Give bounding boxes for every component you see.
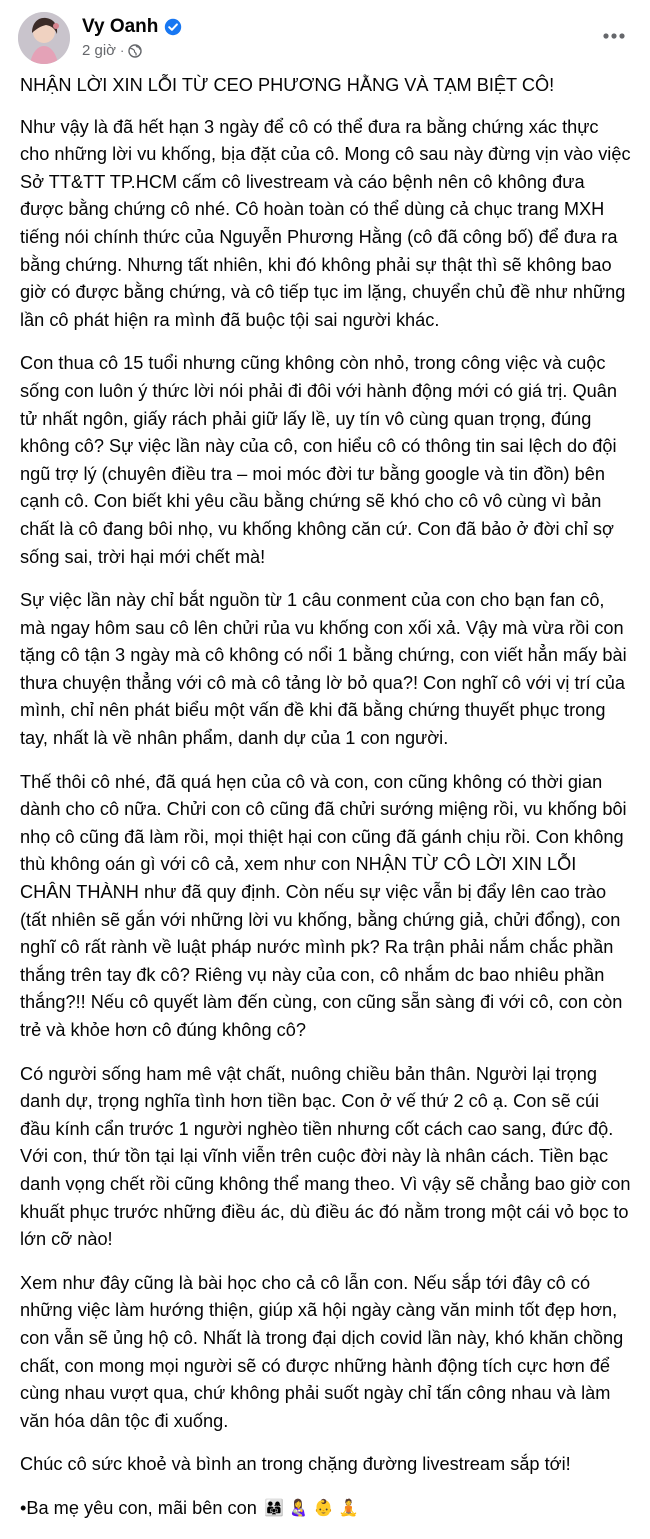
verified-badge-icon [164,18,182,36]
mother-baby-emoji: 👩‍🍼 [288,1500,309,1518]
more-options-icon [602,32,626,40]
person-emoji: 🧘 [338,1500,359,1518]
post-timestamp[interactable]: 2 giờ [82,42,117,59]
meta-separator: · [120,43,125,58]
post-meta [82,42,142,60]
closing-line: •Ba mẹ yêu con, mãi bên con [20,1497,257,1518]
more-options-button[interactable] [598,20,630,52]
post-header [18,12,632,66]
author-name[interactable]: Vy Oanh [82,16,159,37]
post-paragraph-5: Có người sống ham mê vật chất, nuông chiều bản thân. Người lại trọng danh dự, trọng nghĩa tình hơn tiền bạc. Con ở vế thứ 2 cô ạ. Con sẽ cúi đầu kính cẩn trước 1 người nghèo tiền nhưng cốt cách cao sang, đức độ. Với con, thứ tồn tại lại vĩnh viễn trên cuộc đời này là nhân cách. Tiền bạc danh vọng chết rồi cũng không thể mang theo. Vì vậy sẽ chẳng bao giờ con khuất phục trước những điều ác, dù điều ác đó nằm trong một cái vỏ bọc to lớn cỡ nào! [20,1063,631,1250]
avatar-image [18,12,70,64]
post-paragraph-7: Chúc cô sức khoẻ và bình an trong chặng đường livestream sắp tới! [20,1454,571,1475]
family-emoji: 👨‍👩‍👧 [263,1500,284,1518]
globe-icon[interactable] [128,44,142,58]
post-paragraph-3: Sự việc lần này chỉ bắt nguồn từ 1 câu conment của con cho bạn fan cô, mà ngay hôm sau cô lên chửi rủa vu khống con xối xả. Vậy mà vừa rồi con tặng cô tận 3 ngày mà cô không có nổi 1 bằng chứng, con viết hẳn mấy bài thưa chuyện thẳng với cô mà cô tảng lờ bỏ qua?! Con nghĩ cô với vị trí của mình, chỉ nên phát biểu một vấn đề khi đã bằng chứng thuyết phục trong tay, nhất là về nhân phẩm, danh dự của 1 con người. [20,590,627,749]
author-row [82,16,182,38]
post-paragraph-4: Thế thôi cô nhé, đã quá hẹn của cô và con, con cũng không có thời gian dành cho cô nữa. Chửi con cô cũng đã chửi sướng miệng rồi, vu khống bôi nhọ cô cũng đã làm rồi, mọi thiệt hại con cũng đã gánh chịu rồi. Con không thù không oán gì với cô cả, xem như con NHẬN TỪ CÔ LỜI XIN LỖI CHÂN THÀNH như đã quy định. Còn nếu sự việc vẫn bị đẩy lên cao trào (tất nhiên sẽ gắn với những lời vu khống, bằng chứng giả, chửi đổng), con nghĩ cô rất rành về luật pháp nước mình pk? Ra trận phải nắm chắc phần thắng trên tay đk cô? Riêng vụ này của con, cô nhắm dc bao nhiêu phần thắng?!! Nếu cô quyết làm đến cùng, con cũng sẵn sàng đi với cô, con còn trẻ và khỏe hơn cô đúng không cô? [20,771,627,1040]
post-paragraph-6: Xem như đây cũng là bài học cho cả cô lẫn con. Nếu sắp tới đây cô có những việc làm hướng thiện, giúp xã hội ngày càng văn minh tốt đẹp hơn, con vẫn sẽ ủng hộ cô. Nhất là trong đại dịch covid lần này, khó khăn chồng chất, con mong mọi người sẽ có được những hành động tích cực hơn để cùng nhau vượt qua, chứ không phải suốt ngày chỉ tấn công nhau và làm văn hóa dân tộc đi xuống. [20,1272,624,1431]
post-paragraph-8 [20,1495,632,1523]
baby-emoji: 👶 [313,1500,334,1518]
post-paragraph-1: Như vậy là đã hết hạn 3 ngày để cô có thể đưa ra bằng chứng xác thực cho những lời vu khống, bịa đặt của cô. Mong cô sau này đừng vịn vào việc Sở TT&TT TP.HCM cấm cô livestream và cáo bệnh nên cô không đưa được bằng chứng cô nhé. Cô hoàn toàn có thể dùng cả chục trang MXH tiếng nói chính thức của Nguyễn Phương Hằng (cô đã công bố) để đưa ra bằng chứng. Nhưng tất nhiên, khi đó không phải sự thật thì sẽ không bao giờ có được bằng chứng, và cô tiếp tục im lặng, chuyển chủ đề như những lần cô phát hiện ra mình đã buộc tội sai người khác. [20,116,631,330]
avatar[interactable] [18,12,70,64]
post-paragraph-2: Con thua cô 15 tuổi nhưng cũng không còn nhỏ, trong công việc và cuộc sống con luôn ý thức lời nói phải đi đôi với hành động mới có giá trị. Quân tử nhất ngôn, giấy rách phải giữ lấy lề, uy tín vô cùng quan trọng, đúng không cô? Sự việc lần này của cô, con hiểu cô có thông tin sai lệch do đội ngũ trợ lý (chuyên điều tra – moi móc đời tư bằng google và tin đồn) bên cạnh cô. Con biết khi yêu cầu bằng chứng sẽ khó cho cô vô cùng vì bản chất là cô đang bôi nhọ, vu khống không căn cứ. Con đã bảo ở đời chỉ sợ sống sai, trời hại mới chết mà! [20,353,617,567]
emoji-row [264,1499,359,1519]
post-content [20,72,632,1539]
post-heading: NHẬN LỜI XIN LỖI TỪ CEO PHƯƠNG HẰNG VÀ TẠM BIỆT CÔ! [20,75,555,95]
